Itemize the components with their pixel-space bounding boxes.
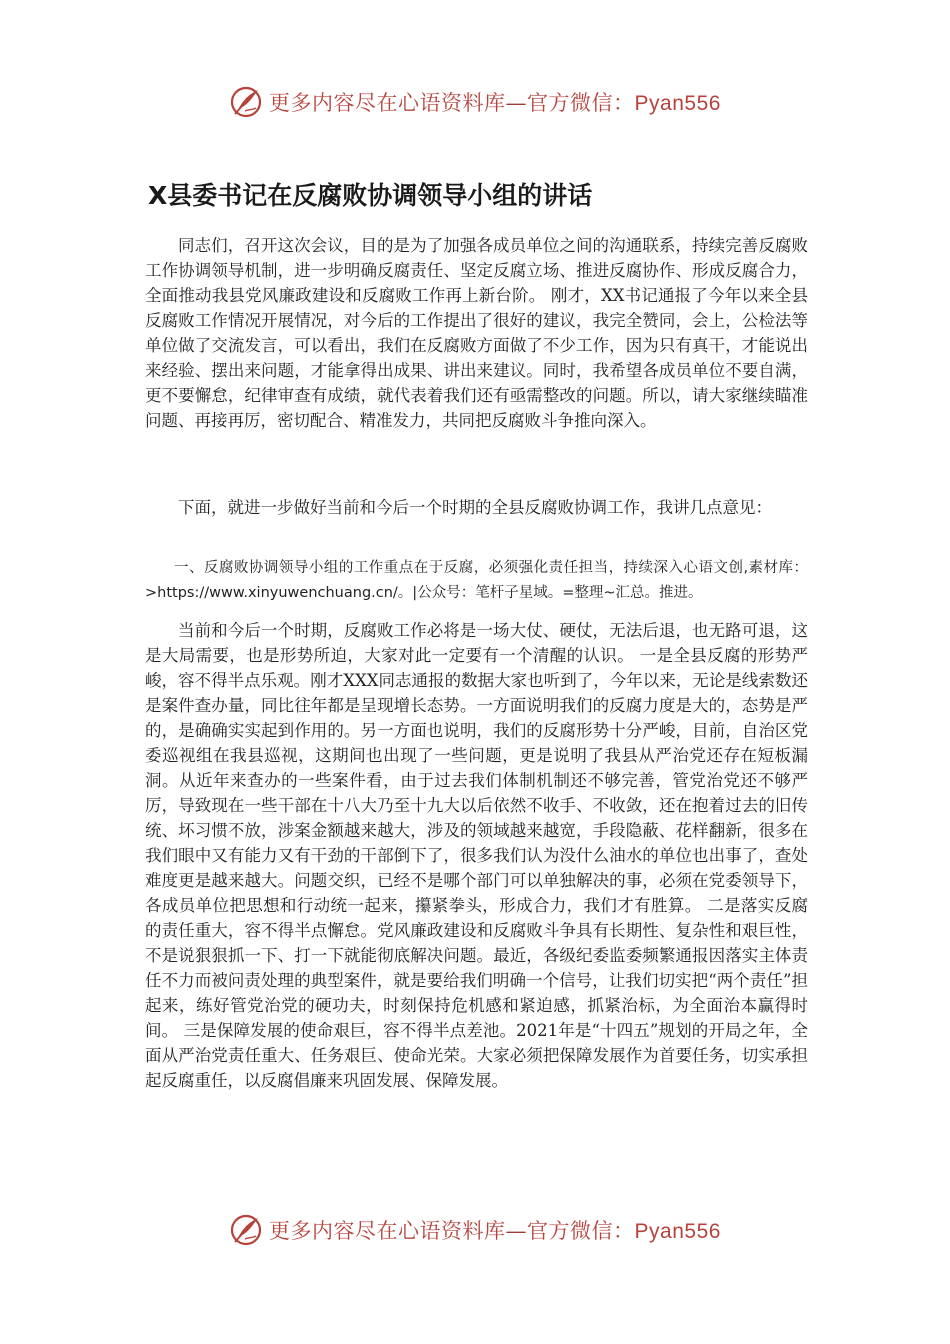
footer-banner: [0, 1208, 950, 1252]
banner-text: [269, 87, 721, 117]
banner-main-text: 更多内容尽在心语资料库: [269, 1219, 506, 1243]
banner-wechat-id: Pyan556: [634, 1220, 721, 1243]
quill-logo-icon: [229, 85, 263, 119]
paragraph-section-one-body: 当前和今后一个时期，反腐败工作必将是一场大仗、硬仗，无法后退，也无路可退，这是大局需要，也是形势所迫，大家对此一定要有一个清醒的认识。 一是全县反腐的形势严峻，容不得半点乐观。刚才XXX同志通报的数据大家也听到了，今年以来，无论是线索数还是案件查办量，同比往年都是呈现增长态势。一方面说明我们的反腐力度是大的，态势是严的，是确确实实起到作用的。另一方面也说明，我们的反腐形势十分严峻，目前，自治区党委巡视组在我县巡视，这期间也出现了一些问题，更是说明了我县从严治党还存在短板漏洞。从近年来查办的一些案件看，由于过去我们体制机制还不够完善，管党治党还不够严厉，导致现在一些干部在十八大乃至十九大以后依然不收手、不收敛，还在抱着过去的旧传统、坏习惯不放，涉案金额越来越大，涉及的领域越来越宽，手段隐蔽、花样翻新，很多在我们眼中又有能力又有干劲的干部倒下了，很多我们认为没什么油水的单位也出事了，查处难度更是越来越大。问题交织，已经不是哪个部门可以单独解决的事，必须在党委领导下，各成员单位把思想和行动统一起来，攥紧拳头，形成合力，我们才有胜算。 二是落实反腐的责任重大，容不得半点懈怠。党风廉政建设和反腐败斗争具有长期性、复杂性和艰巨性，不是说狠狠抓一下、打一下就能彻底解决问题。最近，各级纪委监委频繁通报因落实主体责任不力而被问责处理的典型案件，就是要给我们明确一个信号，让我们切实把“两个责任”担起来，练好管党治党的硬功夫，时刻保持危机感和紧迫感，抓紧治标，为全面治本赢得时间。 三是保障发展的使命艰巨，容不得半点差池。2021年是“十四五”规划的开局之年，全面从严治党责任重大、任务艰巨、使命光荣。大家必须把保障发展作为首要任务，切实承担起反腐重任，以反腐倡廉来巩固发展、保障发展。: [145, 621, 808, 1090]
banner-wechat-id: Pyan556: [634, 92, 721, 115]
quill-logo-icon: [229, 1213, 263, 1247]
page-title: X县委书记在反腐败协调领导小组的讲话: [148, 181, 593, 210]
banner-separator: —: [505, 91, 528, 115]
section-heading-one: 一、反腐败协调领导小组的工作重点在于反腐，必须强化责任担当，持续深入心语文创,素材库：>https://www.xinyuwenchuang.cn/。|公众号：笔杆子星域。=整理~汇总。推进。: [145, 560, 808, 601]
banner-main-text: 更多内容尽在心语资料库: [269, 91, 506, 115]
banner-text: [269, 1215, 721, 1245]
paragraph-intro: 下面，就进一步做好当前和今后一个时期的全县反腐败协调工作，我讲几点意见：: [178, 498, 772, 517]
banner-label: 官方微信：: [527, 91, 635, 115]
banner-label: 官方微信：: [527, 1219, 635, 1243]
banner-separator: —: [505, 1219, 528, 1243]
paragraph-opening: 同志们，召开这次会议，目的是为了加强各成员单位之间的沟通联系，持续完善反腐败工作协调领导机制，进一步明确反腐责任、坚定反腐立场、推进反腐协作、形成反腐合力，全面推动我县党风廉政建设和反腐败工作再上新台阶。 刚才，XX书记通报了今年以来全县反腐败工作情况开展情况，对今后的工作提出了很好的建议，我完全赞同，会上，公检法等单位做了交流发言，可以看出，我们在反腐败方面做了不少工作，因为只有真干，才能说出来经验、摆出来问题，才能拿得出成果、讲出来建议。同时，我希望各成员单位不要自满，更不要懈怠，纪律审查有成绩，就代表着我们还有亟需整改的问题。所以，请大家继续瞄准问题、再接再厉，密切配合、精准发力，共同把反腐败斗争推向深入。: [145, 236, 808, 430]
header-banner: [0, 80, 950, 124]
